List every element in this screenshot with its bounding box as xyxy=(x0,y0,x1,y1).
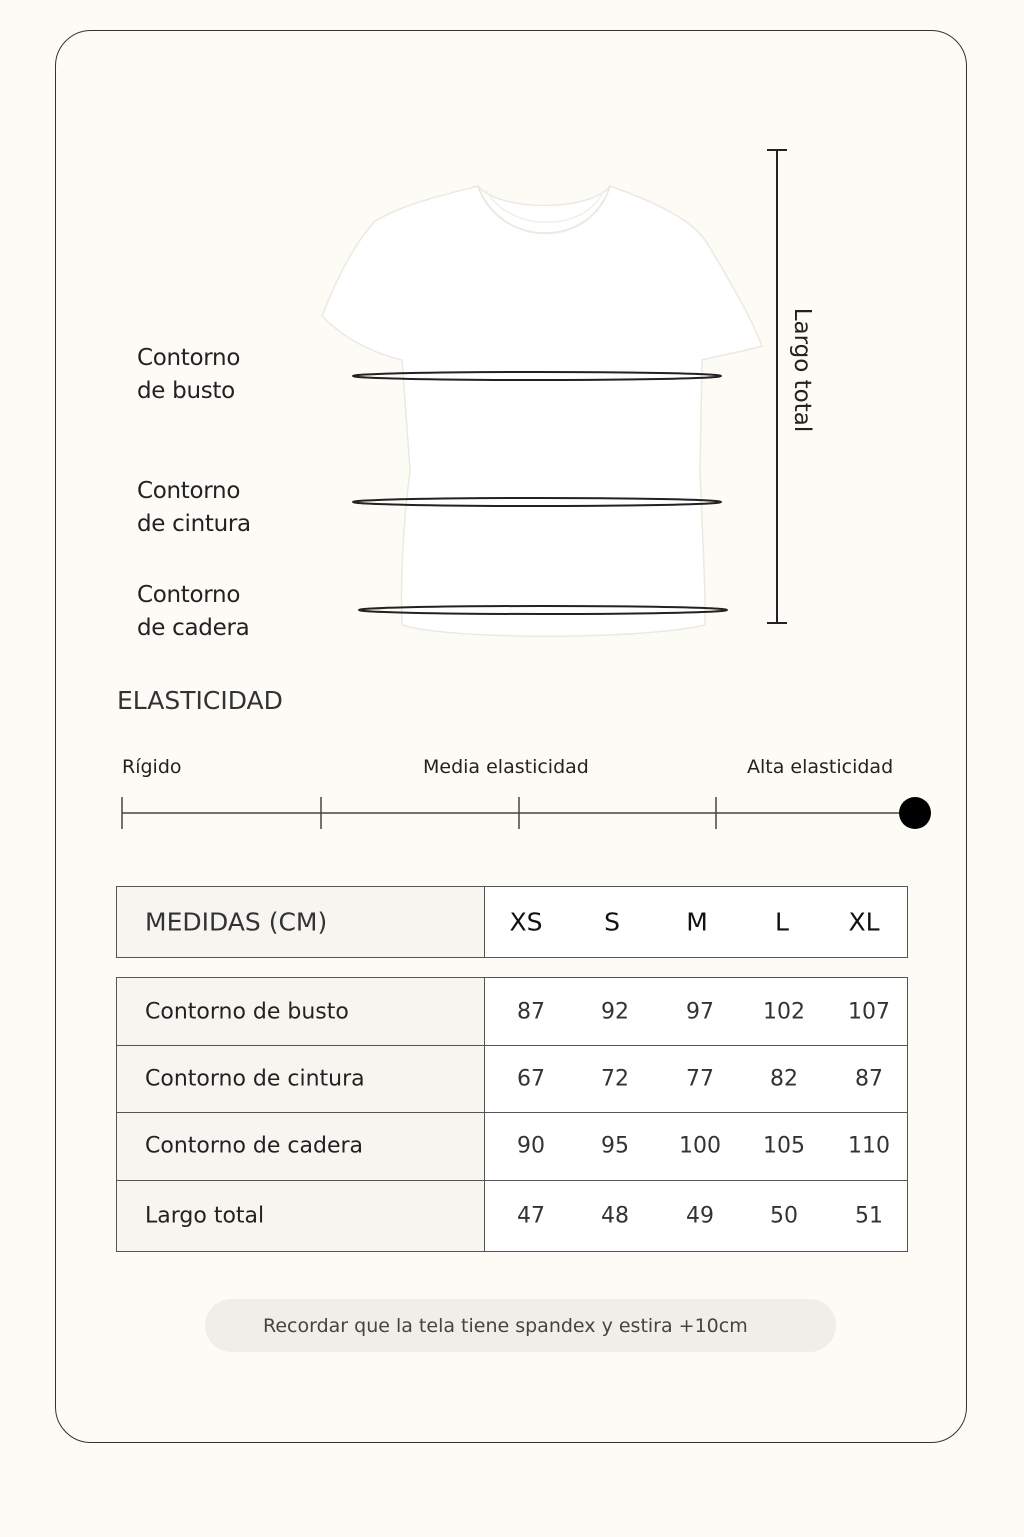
row-label: Contorno de cintura xyxy=(145,1066,365,1091)
table-cell: 92 xyxy=(601,999,629,1024)
table-row xyxy=(117,1180,907,1251)
measurements-table xyxy=(116,977,908,1252)
tshirt-illustration xyxy=(322,186,762,636)
header-label-cell xyxy=(117,887,485,957)
table-cell: 51 xyxy=(855,1203,883,1228)
scale-label-rigid: Rígido xyxy=(122,756,182,778)
elasticity-scale xyxy=(0,780,1024,840)
elasticity-marker xyxy=(899,797,931,829)
table-cell: 67 xyxy=(517,1066,545,1091)
row-label: Contorno de cadera xyxy=(145,1133,364,1159)
hip-label: Contorno de cadera xyxy=(137,582,250,641)
table-cell: 87 xyxy=(517,999,545,1024)
elasticity-title: ELASTICIDAD xyxy=(117,686,283,715)
size-l: L xyxy=(775,907,789,937)
row-label: Contorno de busto xyxy=(145,999,349,1024)
size-m: M xyxy=(686,907,708,937)
bust-label: Contorno de busto xyxy=(137,345,241,404)
size-s: S xyxy=(604,907,620,937)
table-cell: 95 xyxy=(601,1133,629,1159)
table-row xyxy=(117,1045,907,1113)
table-cell: 90 xyxy=(517,1133,545,1159)
table-cell: 50 xyxy=(770,1203,798,1228)
measures-title: MEDIDAS (CM) xyxy=(145,907,328,937)
length-label: Largo total xyxy=(789,307,815,433)
table-cell: 72 xyxy=(601,1066,629,1091)
table-cell: 47 xyxy=(517,1203,545,1228)
size-xs: XS xyxy=(509,907,543,937)
table-cell: 107 xyxy=(848,999,890,1024)
note-text: Recordar que la tela tiene spandex y estira +10cm xyxy=(263,1314,748,1337)
sizes-header xyxy=(116,886,908,958)
table-cell: 48 xyxy=(601,1203,629,1228)
table-cell: 77 xyxy=(686,1066,714,1091)
scale-label-medium: Media elasticidad xyxy=(423,756,589,778)
table-cell: 102 xyxy=(763,999,805,1024)
table-cell: 105 xyxy=(763,1133,805,1159)
waist-label: Contorno de cintura xyxy=(137,478,251,537)
table-cell: 87 xyxy=(855,1066,883,1091)
table-cell: 110 xyxy=(848,1133,890,1159)
row-label: Largo total xyxy=(145,1203,265,1228)
spandex-note xyxy=(205,1299,836,1352)
table-cell: 49 xyxy=(686,1203,714,1228)
size-xl: XL xyxy=(848,907,880,937)
scale-label-high: Alta elasticidad xyxy=(747,756,894,778)
table-row xyxy=(117,978,907,1046)
table-cell: 82 xyxy=(770,1066,798,1091)
table-cell: 100 xyxy=(679,1133,721,1159)
table-row xyxy=(117,1112,907,1181)
table-cell: 97 xyxy=(686,999,714,1024)
length-bar xyxy=(767,150,787,623)
